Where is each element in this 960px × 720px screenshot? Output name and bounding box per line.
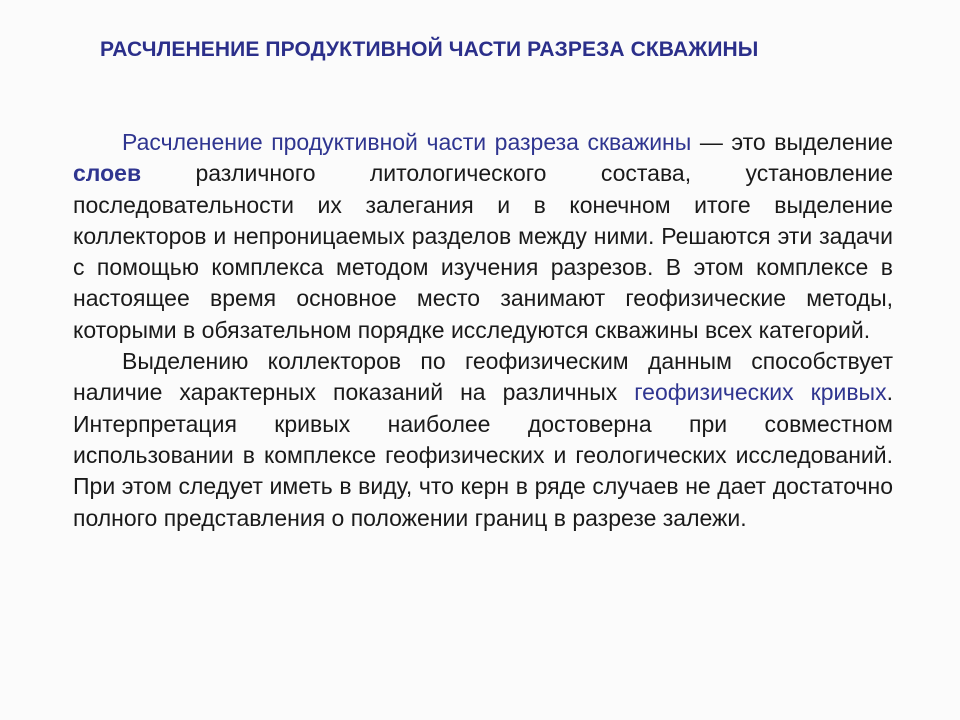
paragraph-2-text-b: . Интерпретация кривых наиболее достоверна при совместном использовании в комплексе геофизических и геологических исследований. При этом следует иметь в виду, что керн в ряде случаев не дает достаточно полного представления о положении границ в разрезе залежи. — [73, 379, 893, 531]
paragraph-1-text-a: — это выделение — [691, 129, 893, 155]
paragraph-1-text-b: различного литологического состава, установление последовательности их залегания и в конечном итоге выделение коллекторов и непроницаемых разделов между ними. Решаются эти задачи с помощью комплекса методом изучения разрезов. В этом комплексе в настоящее время основное место занимают геофизические методы, которыми в обязательном порядке исследуются скважины всех категорий. — [73, 160, 893, 343]
slide-body — [73, 127, 893, 534]
paragraph-1 — [73, 127, 893, 346]
term-geophysical-curves: геофизических кривых — [634, 379, 887, 406]
paragraph-2-text-a: Выделению коллекторов по геофизическим данным способствует наличие характерных показаний на различных — [73, 348, 893, 406]
slide-title: РАСЧЛЕНЕНИЕ ПРОДУКТИВНОЙ ЧАСТИ РАЗРЕЗА СКВАЖИНЫ — [100, 38, 759, 61]
paragraph-2 — [73, 346, 893, 534]
term-definition-link: Расчленение продуктивной части разреза скважины — [122, 129, 692, 155]
keyword-layers: слоев — [73, 160, 142, 187]
